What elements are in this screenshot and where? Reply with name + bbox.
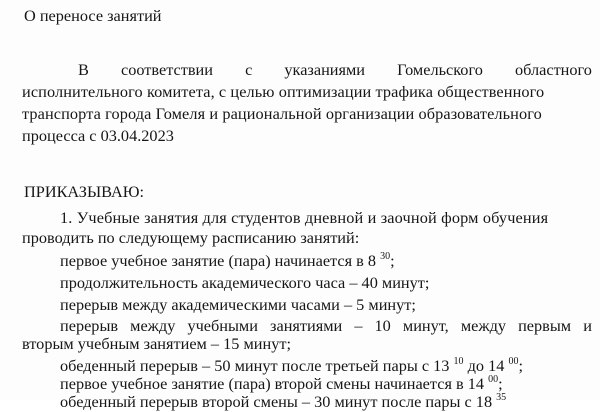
time-minutes: 30 [380, 251, 391, 262]
schedule-text: до 14 [463, 356, 505, 375]
schedule-text: ; [390, 251, 395, 270]
preamble-word: соответствии [120, 60, 213, 79]
schedule-academic-hour: продолжительность академического часа – 40 минут; [60, 273, 430, 292]
preamble-word: указаниями [284, 60, 366, 79]
time-minutes: 00 [508, 356, 519, 367]
schedule-text: обеденный перерыв – 50 минут после третьей пары с 13 [60, 356, 450, 375]
schedule-second-shift [60, 374, 503, 394]
schedule-word: перерыв [60, 316, 119, 335]
schedule-word: между [460, 316, 507, 335]
schedule-word: занятиями [270, 316, 343, 335]
schedule-break-classes-cont: вторым учебным занятием – 15 минут; [22, 334, 291, 353]
schedule-word: минут, [402, 316, 449, 335]
schedule-text: обеденный перерыв второй смены – 30 минут после пары с 18 [60, 392, 493, 411]
schedule-word: учебными [187, 316, 258, 335]
schedule-text: ; [498, 374, 503, 393]
schedule-break-hours: перерыв между академическими часами – 5 минут; [60, 295, 416, 314]
order-heading: ПРИКАЗЫВАЮ: [24, 182, 144, 201]
schedule-word: между [130, 316, 176, 335]
schedule-word: – [354, 316, 363, 335]
preamble-line-4: процесса с 03.04.2023 [22, 126, 174, 145]
schedule-text: ; [518, 356, 523, 375]
preamble-line-3: транспорта города Гомеля и рациональной организации образовательного [22, 104, 542, 123]
schedule-word: 10 [374, 316, 391, 335]
item-1-line-1: 1. Учебные занятия для студентов дневной и заочной форм обучения [60, 208, 549, 227]
preamble-line-2: исполнительного комитета, с целью оптимизации трафика общественного [22, 82, 545, 101]
time-minutes: 00 [488, 374, 499, 385]
schedule-second-lunch [60, 392, 506, 412]
preamble-word: Гомельского [397, 60, 483, 79]
time-minutes: 10 [453, 356, 464, 367]
time-minutes: 35 [496, 392, 507, 403]
preamble-word: В [78, 60, 89, 79]
item-1-line-2: проводить по следующему расписанию занятий: [22, 228, 360, 247]
schedule-lunch [60, 356, 523, 376]
preamble-line-1 [78, 60, 592, 80]
schedule-text: первое учебное занятие (пара) второй смены начинается в 14 [60, 374, 485, 393]
schedule-word: и [583, 316, 592, 335]
document-subject: О переносе занятий [24, 6, 162, 25]
preamble-word: областного [514, 60, 592, 79]
preamble-word: с [245, 60, 253, 79]
schedule-first-class [60, 251, 395, 271]
schedule-text: первое учебное занятие (пара) начинается в 8 [60, 251, 377, 270]
schedule-word: первым [518, 316, 572, 335]
schedule-break-classes [60, 316, 592, 336]
